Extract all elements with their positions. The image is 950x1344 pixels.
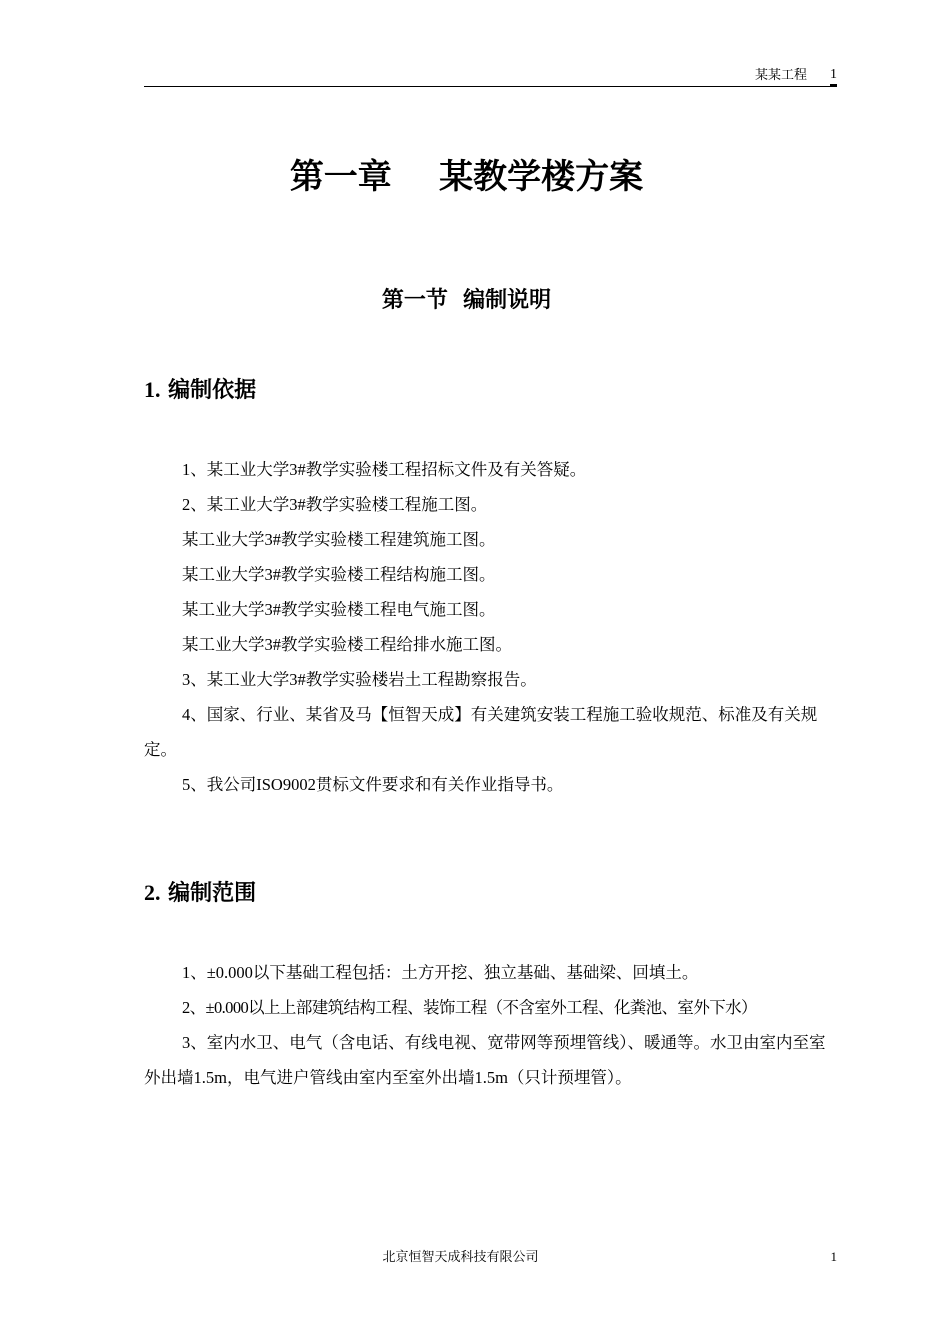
header-page-number: 1 [830, 66, 837, 86]
basis-item: 2、某工业大学3#教学实验楼工程施工图。 [182, 495, 488, 514]
heading-scope-text: 编制范围 [160, 881, 257, 906]
heading-scope-number: 2. [144, 880, 161, 905]
basis-item: 1、某工业大学3#教学实验楼工程招标文件及有关答疑。 [182, 460, 587, 479]
basis-item: 某工业大学3#教学实验楼工程结构施工图。 [182, 565, 496, 584]
heading-basis-text: 编制依据 [160, 378, 257, 403]
heading-basis-number: 1. [144, 377, 161, 402]
footer-company-name: 北京恒智天成科技有限公司 [382, 1249, 539, 1264]
basis-item: 5、我公司ISO9002贯标文件要求和有关作业指导书。 [182, 775, 564, 794]
footer-page-number: 1 [830, 1249, 837, 1264]
basis-item: 3、某工业大学3#教学实验楼岩土工程勘察报告。 [182, 670, 537, 689]
basis-list [144, 452, 837, 802]
scope-list [144, 955, 837, 1095]
chapter-title: 第一章 某教学楼方案 [289, 157, 644, 197]
page-header [144, 66, 837, 87]
heading-scope [144, 877, 256, 910]
scope-item: 3、室内水卫、电气（含电话、有线电视、宽带网等预埋管线）、暖通等。水卫由室内至室外出墙1.5m，电气进户管线由室内至室外出墙1.5m（只计预埋管）。 [144, 1033, 826, 1087]
basis-item: 4、国家、行业、某省及马【恒智天成】有关建筑安装工程施工验收规范、标准及有关规定。 [144, 705, 818, 759]
basis-item: 某工业大学3#教学实验楼工程建筑施工图。 [182, 530, 496, 549]
section-title: 第一节 编制说明 [381, 288, 552, 313]
heading-basis [144, 374, 256, 407]
basis-item: 某工业大学3#教学实验楼工程给排水施工图。 [182, 635, 512, 654]
scope-item: 2、±0.000以上上部建筑结构工程、装饰工程（不含室外工程、化粪池、室外下水） [182, 998, 757, 1017]
header-project-name: 某某工程 [754, 67, 807, 82]
page-footer [144, 1248, 837, 1268]
basis-item: 某工业大学3#教学实验楼工程电气施工图。 [182, 600, 496, 619]
scope-item: 1、±0.000以下基础工程包括：土方开挖、独立基础、基础梁、回填土。 [182, 963, 699, 982]
